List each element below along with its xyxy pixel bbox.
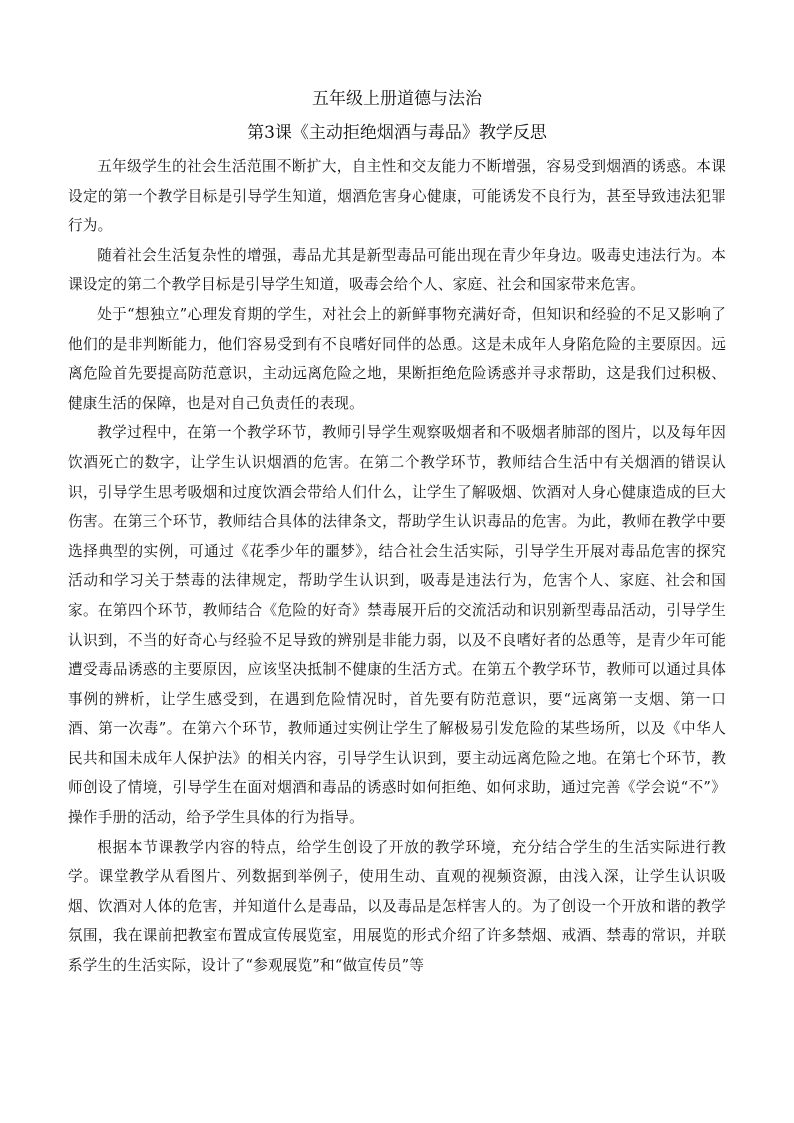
- paragraph-3: 处于“想独立”心理发育期的学生，对社会上的新鲜事物充满好奇，但知识和经验的不足又影响了他们的是非判断能力，他们容易受到有不良嗜好同伴的怂恿。这是未成年人身陷危险的主要原因。远离危险首先要提高防范意识，主动远离危险之地，果断拒绝危险诱惑并寻求帮助，这是我们过积极、健康生活的保障，也是对自己负责任的表现。: [68, 305, 726, 412]
- document-title: 五年级上册道德与法治: [312, 89, 482, 109]
- paragraph-4: 教学过程中，在第一个教学环节，教师引导学生观察吸烟者和不吸烟者肺部的图片，以及每年因饮酒死亡的数字，让学生认识烟酒的危害。在第二个教学环节，教师结合生活中有关烟酒的错误认识，引导学生思考吸烟和过度饮酒会带给人们什么，让学生了解吸烟、饮酒对人身心健康造成的巨大伤害。在第三个环节，教师结合具体的法律条文，帮助学生认识毒品的危害。为此，教师在教学中要选择典型的实例，可通过《花季少年的噩梦》，结合社会生活实际，引导学生开展对毒品危害的探究活动和学习关于禁毒的法律规定，帮助学生认识到，吸毒是违法行为，危害个人、家庭、社会和国家。在第四个环节，教师结合《危险的好奇》禁毒展开后的交流活动和识别新型毒品活动，引导学生认识到，不当的好奇心与经验不足导致的辨别是非能力弱，以及不良嗜好者的怂恿等，是青少年可能遭受毒品诱惑的主要原因，应该坚决抵制不健康的生活方式。在第五个教学环节，教师可以通过具体事例的辨析，让学生感受到，在遇到危险情况时，首先要有防范意识，要“远离第一支烟、第一口酒、第一次毒”。在第六个环节，教师通过实例让学生了解极易引发危险的某些场所，以及《中华人民共和国未成年人保护法》的相关内容，引导学生认识到，要主动远离危险之地。在第七个环节，教师创设了情境，引导学生在面对烟酒和毒品的诱惑时如何拒绝、如何求助，通过完善《学会说“不”》操作手册的活动，给予学生具体的行为指导。: [68, 424, 726, 827]
- paragraph-1: 五年级学生的社会生活范围不断扩大，自主性和交友能力不断增强，容易受到烟酒的诱惑。本课设定的第一个教学目标是引导学生知道，烟酒危害身心健康，可能诱发不良行为，甚至导致违法犯罪行为。: [68, 158, 726, 235]
- document-subtitle: 第3课《主动拒绝烟酒与毒品》教学反思: [247, 123, 547, 143]
- document-page: [68, 86, 726, 981]
- paragraph-2: 随着社会生活复杂性的增强，毒品尤其是新型毒品可能出现在青少年身边。吸毒史违法行为。本课设定的第二个教学目标是引导学生知道，吸毒会给个人、家庭、社会和国家带来危害。: [68, 246, 726, 294]
- paragraph-5: 根据本节课教学内容的特点，给学生创设了开放的教学环境，充分结合学生的生活实际进行教学。课堂教学从看图片、列数据到举例子，使用生动、直观的视频资源，由浅入深，让学生认识吸烟、饮酒对人体的危害，并知道什么是毒品，以及毒品是怎样害人的。为了创设一个开放和谐的教学氛围，我在课前把教室布置成宣传展览室，用展览的形式介绍了许多禁烟、戒酒、禁毒的常识，并联系学生的生活实际，设计了“参观展览”和“做宣传员”等: [68, 838, 726, 975]
